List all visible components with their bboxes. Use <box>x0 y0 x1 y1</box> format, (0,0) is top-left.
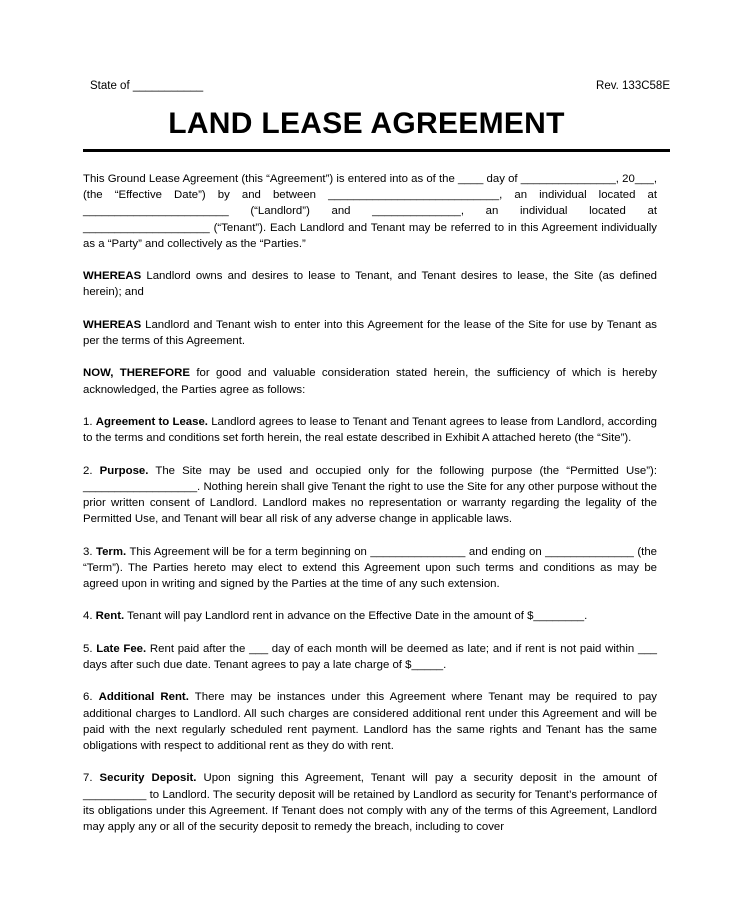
whereas-lead: WHEREAS <box>83 318 142 331</box>
whereas-lead: WHEREAS <box>83 270 142 283</box>
document-title: LAND LEASE AGREEMENT <box>168 107 565 140</box>
section-purpose <box>83 463 657 528</box>
section-number: 6. <box>83 691 99 704</box>
section-text: Rent paid after the ___ day of each month will be deemed as late; and if rent is not paid within ___ days after such due date. Tenant agrees to pay a late charge of $_____. <box>83 642 657 671</box>
section-number: 3. <box>83 545 96 558</box>
section-number: 1. <box>83 415 96 428</box>
now-therefore-text: for good and valuable consideration stated herein, the sufficiency of which is hereby acknowledged, the Parties agree as follows: <box>83 367 657 396</box>
title-divider <box>83 149 670 152</box>
section-text: There may be instances under this Agreement where Tenant may be required to pay additional charges to Landlord. All such charges are considered additional rent under this Agreement and will be paid with the next regularly scheduled rent payment. Landlord has the same rights and Tenant has the same obligations with respect to additional rent as they do with rent. <box>83 691 657 752</box>
section-text: The Site may be used and occupied only for the following purpose (the “Permitted Use”): __________________. Nothing herein shall give Tenant the right to use the Site for any other purpose without the prior written consent of Landlord. Landlord makes no representation or warranty regarding the legality of the Permitted Use, and Tenant will bear all risk of any adverse change in applicable laws. <box>83 464 657 526</box>
section-number: 4. <box>83 610 96 623</box>
section-number: 2. <box>83 464 100 477</box>
whereas-text: Landlord owns and desires to lease to Tenant, and Tenant desires to lease, the Site (as defined herein); and <box>83 270 657 299</box>
section-heading: Agreement to Lease. <box>95 415 208 428</box>
section-additional-rent <box>83 689 657 754</box>
state-label: State of ___________ <box>90 80 204 92</box>
section-number: 5. <box>83 642 97 655</box>
now-therefore-lead: NOW, THEREFORE <box>83 367 190 380</box>
section-term <box>83 544 657 593</box>
section-heading: Rent. <box>95 610 125 623</box>
section-text: Tenant will pay Landlord rent in advance on the Effective Date in the amount of $________. <box>124 610 588 623</box>
section-heading: Late Fee. <box>96 642 147 655</box>
revision-label: Rev. 133C58E <box>596 80 670 92</box>
section-heading: Security Deposit. <box>99 772 197 785</box>
section-heading: Term. <box>95 545 127 558</box>
document-header <box>90 80 670 92</box>
section-text: This Agreement will be for a term beginning on _______________ and ending on ______________ (the “Term”). The Parties hereto may elect to extend this Agreement upon such terms and conditions as may be agreed upon in writing and signed by the Parties at the time of any such extension. <box>83 545 657 590</box>
whereas-paragraph-2 <box>83 317 657 349</box>
document-body <box>83 171 657 851</box>
intro-paragraph: This Ground Lease Agreement (this “Agreement”) is entered into as of the ____ day of _______________, 20___, (the “Effective Date”) by and between ___________________________, an individual located at _______________________ (“Landlord”) and ______________, an individual located at ____________________ (“Tenant”). Each Landlord and Tenant may be referred to in this Agreement individually as a “Party” and collectively as the “Parties.” <box>83 173 657 250</box>
section-agreement-to-lease <box>83 414 657 446</box>
section-security-deposit <box>83 770 657 835</box>
section-heading: Purpose. <box>99 464 149 477</box>
section-heading: Additional Rent. <box>98 691 189 704</box>
section-number: 7. <box>83 772 100 785</box>
section-text: Upon signing this Agreement, Tenant will pay a security deposit in the amount of __________ to Landlord. The security deposit will be retained by Landlord as security for Tenant’s performance of its obligations under this Agreement. If Tenant does not comply with any of the terms of this Agreement, Landlord may apply any or all of the security deposit to remedy the breach, including to cover <box>83 772 657 833</box>
whereas-text: Landlord and Tenant wish to enter into this Agreement for the lease of the Site for use by Tenant as per the terms of this Agreement. <box>83 318 657 347</box>
whereas-paragraph-1 <box>83 268 657 300</box>
section-late-fee <box>83 641 657 673</box>
section-text: Landlord agrees to lease to Tenant and Tenant agrees to lease from Landlord, according to the terms and conditions set forth herein, the real estate described in Exhibit A attached hereto (the “Site”). <box>83 415 657 445</box>
section-rent <box>83 608 657 624</box>
now-therefore-paragraph <box>83 365 657 397</box>
